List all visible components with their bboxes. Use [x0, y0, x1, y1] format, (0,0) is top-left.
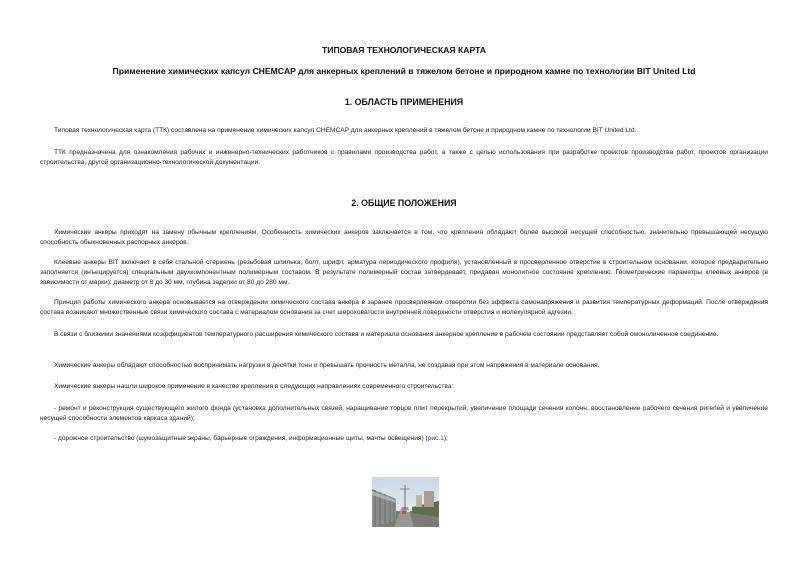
paragraph: Клеевые анкеры BIT включает в себя стальной стержень (резьбовая шпилька, болт, шрифт, арматура периодического профиля), установленный в просверленное отверстие в строительном основании, которое предварительно заполняется (инъецируется) специальным двухкомпонентным полимерным составом. В результате полимерный состав затвердевает, придавая монолитное состояние креплению. Геометрические параметры клеевых анкеров (в зависимости от марки): диаметр от 8 до 30 мм, глубина заделки от 80 до 280 мм. — [40, 259, 768, 287]
list-item-text: - дорожное строительство (шумозащитные экраны, барьерные ограждения, информационные щиты, мачты освещения) ( — [54, 435, 428, 442]
section-heading-general: 2. ОБЩИЕ ПОЛОЖЕНИЯ — [351, 198, 457, 208]
paragraph: Принцип работы химического анкера основывается на отверждении химического состава анкера в заранее просверленном отверстии без эффекта самонапряжения и развития температурных деформаций. После отверждения состава возникают множественные связи химического состава с материалом основания за счет шероховатости внутренней поверхности отверстия и молекулярной адгезии. — [40, 299, 768, 317]
paragraph: Химические анкеры приходят на замену обычным креплениям. Особенность химических анкеров заключается в том, что крепления обладают более высокой несущей способностью, значительно превышающей несущую способность обыкновенных распорных анкеров. — [40, 229, 768, 247]
paragraph: Типовая технологическая карта (ТТК) составлена на применение химических капсул CHEMCAP для анкерных креплений в тяжелом бетоне и природном камне по технологии BIT United Ltd. — [54, 127, 637, 134]
figure-1-photo — [372, 477, 439, 527]
list-item-tail: ); — [443, 435, 448, 442]
document-subtitle: Применение химических капсул CHEMCAP для анкерных креплений в тяжелом бетоне и природном камне по технологии BIT United Ltd — [112, 66, 696, 76]
paragraph: Химические анкеры обладают способностью воспринимать нагрузки в десятки тонн и превышать прочность металла, не создавая при этом напряжения в материале основания. — [54, 362, 600, 369]
document-title: ТИПОВАЯ ТЕХНОЛОГИЧЕСКАЯ КАРТА — [322, 45, 486, 55]
paragraph: - ремонт и реконструкция существующего жилого фонда (установка дополнительных связей, наращивание торцов плит перекрытий, увеличение площади сечения колонн, восстановление рабочего сечения ригелей и увеличение несущей способности элементов каркаса зданий); — [40, 405, 768, 423]
paragraph: ТТК предназначена для ознакомления рабочих и инженерно-технических работников с правилами производства работ, а также с целью использования при разработке проектов производства работ, проектов организации строительства, другой организационно-технологической документации. — [40, 149, 768, 167]
paragraph-road-construction — [40, 434, 768, 444]
section-heading-scope: 1. ОБЛАСТЬ ПРИМЕНЕНИЯ — [344, 97, 464, 107]
paragraph: В связи с близкими значениями коэффициентов температурного расширения химического состава и материала основания анкерное крепление в рабочем состоянии представляет собой омоноличенное соединение. — [54, 331, 719, 338]
figure-link[interactable]: рис.1 — [427, 435, 444, 442]
document-page — [40, 0, 768, 571]
paragraph: Химические анкеры нашли широкое применение в качестве крепления в следующих направлениях современного строительства: — [54, 383, 454, 390]
